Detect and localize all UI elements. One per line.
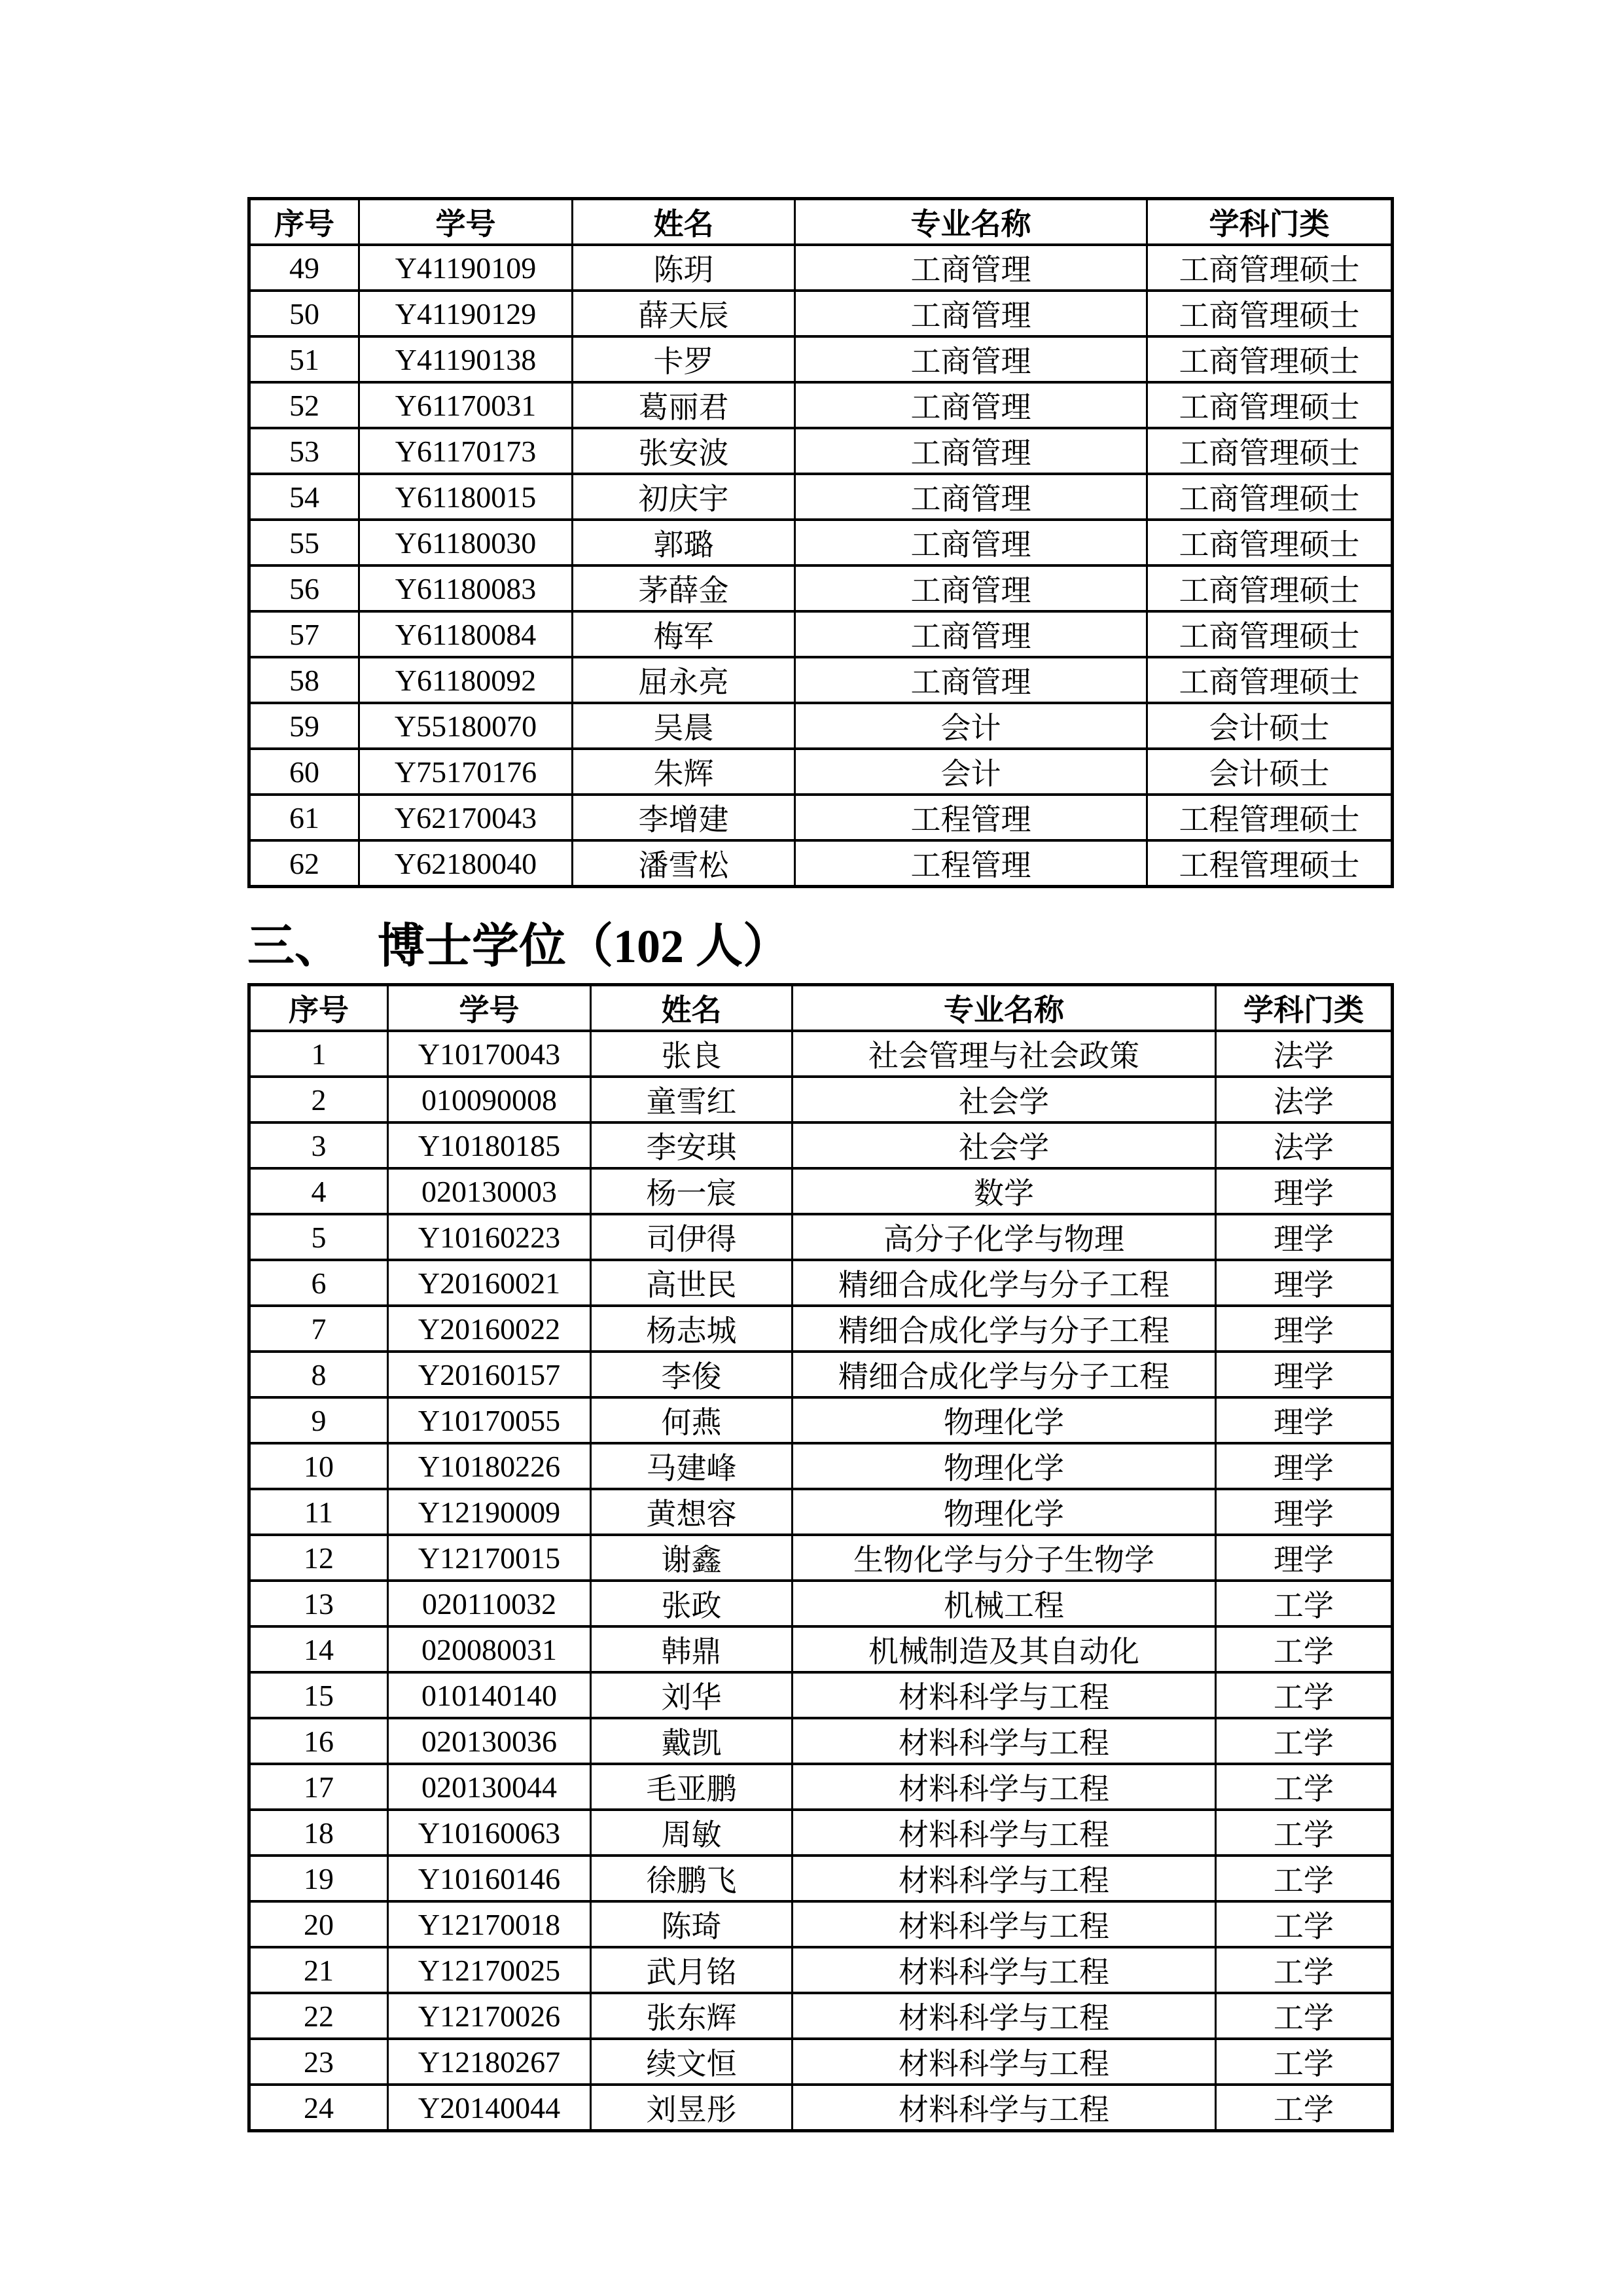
table-cell: 初庆宇 [573,474,795,520]
table-cell: 59 [249,703,359,749]
table-cell: 18 [249,1810,388,1856]
table-row [249,1214,1393,1260]
table-cell: Y41190138 [359,336,573,382]
table-cell: 020130003 [388,1168,591,1214]
table-cell: 工学 [1216,1810,1393,1856]
table-cell: 潘雪松 [573,840,795,887]
table-cell: 50 [249,291,359,336]
table-cell: 理学 [1216,1352,1393,1397]
table-row [249,840,1393,887]
table-cell: 理学 [1216,1168,1393,1214]
table-cell: 020080031 [388,1626,591,1672]
table-cell: Y75170176 [359,749,573,795]
table-row [249,611,1393,657]
table-cell: 杨志城 [591,1306,793,1352]
table-cell: 何燕 [591,1397,793,1443]
table-cell: 张安波 [573,428,795,474]
table-cell: Y12180267 [388,2039,591,2085]
table-cell: Y20160157 [388,1352,591,1397]
table-row [249,749,1393,795]
table-cell: 6 [249,1260,388,1306]
column-header: 学科门类 [1147,199,1393,245]
column-header: 学号 [388,985,591,1031]
table-cell: Y61180030 [359,520,573,565]
table-cell: 葛丽君 [573,382,795,428]
table-cell: 15 [249,1672,388,1718]
table-cell: Y10160063 [388,1810,591,1856]
column-header: 序号 [249,199,359,245]
table-cell: Y10160146 [388,1856,591,1901]
table-cell: 10 [249,1443,388,1489]
table-cell: 工学 [1216,1901,1393,1947]
table-cell: Y10170055 [388,1397,591,1443]
table-row [249,657,1393,703]
table-cell: 工商管理硕士 [1147,565,1393,611]
table-cell: 工学 [1216,2085,1393,2131]
table-cell: Y55180070 [359,703,573,749]
table-row [249,1810,1393,1856]
table-cell: 司伊得 [591,1214,793,1260]
table-cell: 工学 [1216,1718,1393,1764]
table-cell: 物理化学 [793,1443,1216,1489]
table-cell: 工程管理 [795,840,1147,887]
table-cell: 张良 [591,1031,793,1077]
master-table-body [249,245,1393,887]
table-row [249,291,1393,336]
table-row [249,336,1393,382]
table-cell: 屈永亮 [573,657,795,703]
master-degree-table [247,197,1394,888]
table-cell: 5 [249,1214,388,1260]
table-cell: 工学 [1216,1993,1393,2039]
table-cell: Y61180092 [359,657,573,703]
table-cell: 020110032 [388,1581,591,1626]
table-cell: 工商管理硕士 [1147,428,1393,474]
table-row [249,1443,1393,1489]
table-cell: Y20160022 [388,1306,591,1352]
table-cell: 8 [249,1352,388,1397]
table-row [249,703,1393,749]
table-row [249,1535,1393,1581]
table-cell: 2 [249,1077,388,1122]
table-cell: 工商管理 [795,291,1147,336]
table-row [249,1122,1393,1168]
column-header: 序号 [249,985,388,1031]
table-cell: 11 [249,1489,388,1535]
table-cell: Y61180015 [359,474,573,520]
table-cell: 材料科学与工程 [793,1718,1216,1764]
table-cell: 杨一宸 [591,1168,793,1214]
table-cell: 郭璐 [573,520,795,565]
table-cell: Y12190009 [388,1489,591,1535]
table-cell: 7 [249,1306,388,1352]
table-row [249,1901,1393,1947]
table-cell: 020130036 [388,1718,591,1764]
table-row [249,1168,1393,1214]
table-cell: 54 [249,474,359,520]
table-row [249,1077,1393,1122]
table-cell: 工学 [1216,1672,1393,1718]
table-cell: 薛天辰 [573,291,795,336]
table-cell: 19 [249,1856,388,1901]
table-cell: 机械工程 [793,1581,1216,1626]
table-cell: Y62180040 [359,840,573,887]
table-cell: 李俊 [591,1352,793,1397]
table-cell: 朱辉 [573,749,795,795]
table-cell: 工学 [1216,1626,1393,1672]
table-row [249,1856,1393,1901]
table-cell: 工商管理 [795,657,1147,703]
table-cell: 会计硕士 [1147,703,1393,749]
table-cell: 理学 [1216,1443,1393,1489]
table-cell: 工学 [1216,2039,1393,2085]
table-cell: 社会学 [793,1122,1216,1168]
table-cell: 14 [249,1626,388,1672]
table-cell: 56 [249,565,359,611]
column-header: 专业名称 [795,199,1147,245]
table-cell: 徐鹏飞 [591,1856,793,1901]
table-cell: Y61180083 [359,565,573,611]
table-row [249,2085,1393,2131]
doctor-table-body [249,1031,1393,2131]
table-cell: 谢鑫 [591,1535,793,1581]
table-cell: 数学 [793,1168,1216,1214]
table-cell: 21 [249,1947,388,1993]
table-row [249,474,1393,520]
table-cell: Y62170043 [359,795,573,840]
table-cell: 24 [249,2085,388,2131]
table-cell: Y10180226 [388,1443,591,1489]
table-row [249,1764,1393,1810]
table-row [249,2039,1393,2085]
table-cell: 会计 [795,749,1147,795]
table-row [249,1397,1393,1443]
table-cell: 20 [249,1901,388,1947]
table-row [249,1306,1393,1352]
table-cell: 材料科学与工程 [793,2039,1216,2085]
table-row [249,1626,1393,1672]
table-cell: 理学 [1216,1260,1393,1306]
table-cell: 工商管理 [795,611,1147,657]
table-cell: Y12170025 [388,1947,591,1993]
table-row [249,382,1393,428]
table-cell: 周敏 [591,1810,793,1856]
table-cell: 戴凯 [591,1718,793,1764]
table-cell: 吴晨 [573,703,795,749]
table-row [249,428,1393,474]
table-cell: 工商管理 [795,565,1147,611]
table-cell: 工商管理 [795,474,1147,520]
table-cell: 49 [249,245,359,291]
table-cell: Y61180084 [359,611,573,657]
table-cell: 材料科学与工程 [793,1672,1216,1718]
table-cell: 010090008 [388,1077,591,1122]
table-row [249,520,1393,565]
table-cell: 4 [249,1168,388,1214]
table-cell: 武月铭 [591,1947,793,1993]
table-cell: 理学 [1216,1397,1393,1443]
table-cell: 会计硕士 [1147,749,1393,795]
table-cell: 13 [249,1581,388,1626]
table-cell: 工学 [1216,1764,1393,1810]
table-cell: 工商管理硕士 [1147,245,1393,291]
table-row [249,1031,1393,1077]
table-cell: 梅军 [573,611,795,657]
table-cell: 理学 [1216,1535,1393,1581]
table-cell: 12 [249,1535,388,1581]
table-cell: 工学 [1216,1581,1393,1626]
table-cell: 材料科学与工程 [793,1947,1216,1993]
table-cell: 57 [249,611,359,657]
table-cell: 刘昱彤 [591,2085,793,2131]
table-cell: 58 [249,657,359,703]
table-cell: 物理化学 [793,1397,1216,1443]
table-cell: 法学 [1216,1122,1393,1168]
table-cell: 工程管理硕士 [1147,795,1393,840]
table-cell: 续文恒 [591,2039,793,2085]
table-cell: 工学 [1216,1947,1393,1993]
table-cell: 工商管理硕士 [1147,474,1393,520]
column-header: 学号 [359,199,573,245]
table-cell: 毛亚鹏 [591,1764,793,1810]
table-cell: 生物化学与分子生物学 [793,1535,1216,1581]
table-cell: 工程管理 [795,795,1147,840]
table-cell: 61 [249,795,359,840]
table-cell: 工商管理 [795,336,1147,382]
table-cell: Y12170015 [388,1535,591,1581]
table-row [249,565,1393,611]
table-cell: Y41190109 [359,245,573,291]
table-cell: 52 [249,382,359,428]
column-header: 姓名 [573,199,795,245]
table-cell: 陈琦 [591,1901,793,1947]
table-cell: 刘华 [591,1672,793,1718]
table-row [249,1718,1393,1764]
table-cell: 卡罗 [573,336,795,382]
table-row [249,1993,1393,2039]
table-cell: 材料科学与工程 [793,2085,1216,2131]
table-cell: 工商管理 [795,245,1147,291]
table-cell: 法学 [1216,1031,1393,1077]
table-cell: 精细合成化学与分子工程 [793,1260,1216,1306]
table-cell: 材料科学与工程 [793,1901,1216,1947]
table-row [249,1489,1393,1535]
table-cell: 工商管理 [795,382,1147,428]
table-cell: 李安琪 [591,1122,793,1168]
section-title: 博士学位（102 人） [378,920,791,973]
table-row [249,245,1393,291]
table-cell: 工商管理硕士 [1147,382,1393,428]
table-cell: 童雪红 [591,1077,793,1122]
table-cell: 社会管理与社会政策 [793,1031,1216,1077]
table-row [249,1581,1393,1626]
table-row [249,1947,1393,1993]
table-cell: 理学 [1216,1306,1393,1352]
table-cell: Y61170173 [359,428,573,474]
table-row [249,795,1393,840]
section-number: 三、 [247,920,342,973]
table-cell: 会计 [795,703,1147,749]
table-cell: Y12170018 [388,1901,591,1947]
table-cell: 工商管理硕士 [1147,291,1393,336]
table-cell: Y10180185 [388,1122,591,1168]
table-cell: 材料科学与工程 [793,1764,1216,1810]
doctor-degree-table [247,983,1394,2132]
table-cell: 张东辉 [591,1993,793,2039]
table-cell: 22 [249,1993,388,2039]
table-cell: 马建峰 [591,1443,793,1489]
table-cell: 1 [249,1031,388,1077]
table-cell: Y61170031 [359,382,573,428]
column-header: 专业名称 [793,985,1216,1031]
table-cell: 工商管理硕士 [1147,657,1393,703]
table-cell: 9 [249,1397,388,1443]
table-cell: 机械制造及其自动化 [793,1626,1216,1672]
table-cell: Y10160223 [388,1214,591,1260]
table-cell: 理学 [1216,1489,1393,1535]
table-cell: Y20160021 [388,1260,591,1306]
table-cell: 工商管理硕士 [1147,336,1393,382]
table-cell: 法学 [1216,1077,1393,1122]
table-cell: 高世民 [591,1260,793,1306]
table-cell: 020130044 [388,1764,591,1810]
table-cell: 62 [249,840,359,887]
table-cell: 工商管理硕士 [1147,611,1393,657]
table-cell: 精细合成化学与分子工程 [793,1306,1216,1352]
table-cell: 社会学 [793,1077,1216,1122]
table-cell: 高分子化学与物理 [793,1214,1216,1260]
table-cell: Y10170043 [388,1031,591,1077]
table-cell: 张政 [591,1581,793,1626]
table-cell: 16 [249,1718,388,1764]
table-cell: 黄想容 [591,1489,793,1535]
doctor-table-header-row [249,985,1393,1031]
table-cell: 茅薛金 [573,565,795,611]
table-cell: Y41190129 [359,291,573,336]
table-cell: 3 [249,1122,388,1168]
table-cell: 010140140 [388,1672,591,1718]
table-cell: 材料科学与工程 [793,1856,1216,1901]
table-cell: 材料科学与工程 [793,1810,1216,1856]
table-row [249,1672,1393,1718]
table-cell: 理学 [1216,1214,1393,1260]
table-cell: 精细合成化学与分子工程 [793,1352,1216,1397]
table-cell: 53 [249,428,359,474]
table-cell: 60 [249,749,359,795]
table-row [249,1352,1393,1397]
column-header: 学科门类 [1216,985,1393,1031]
column-header: 姓名 [591,985,793,1031]
master-table-header-row [249,199,1393,245]
table-cell: 物理化学 [793,1489,1216,1535]
table-cell: 韩鼎 [591,1626,793,1672]
table-cell: 工学 [1216,1856,1393,1901]
table-cell: 55 [249,520,359,565]
table-cell: 材料科学与工程 [793,1993,1216,2039]
section-heading [247,920,790,973]
table-cell: 17 [249,1764,388,1810]
table-cell: 工商管理硕士 [1147,520,1393,565]
table-cell: Y20140044 [388,2085,591,2131]
table-cell: 李增建 [573,795,795,840]
table-cell: 51 [249,336,359,382]
table-cell: 工商管理 [795,428,1147,474]
table-cell: Y12170026 [388,1993,591,2039]
table-cell: 23 [249,2039,388,2085]
table-row [249,1260,1393,1306]
table-cell: 工程管理硕士 [1147,840,1393,887]
table-cell: 陈玥 [573,245,795,291]
table-cell: 工商管理 [795,520,1147,565]
